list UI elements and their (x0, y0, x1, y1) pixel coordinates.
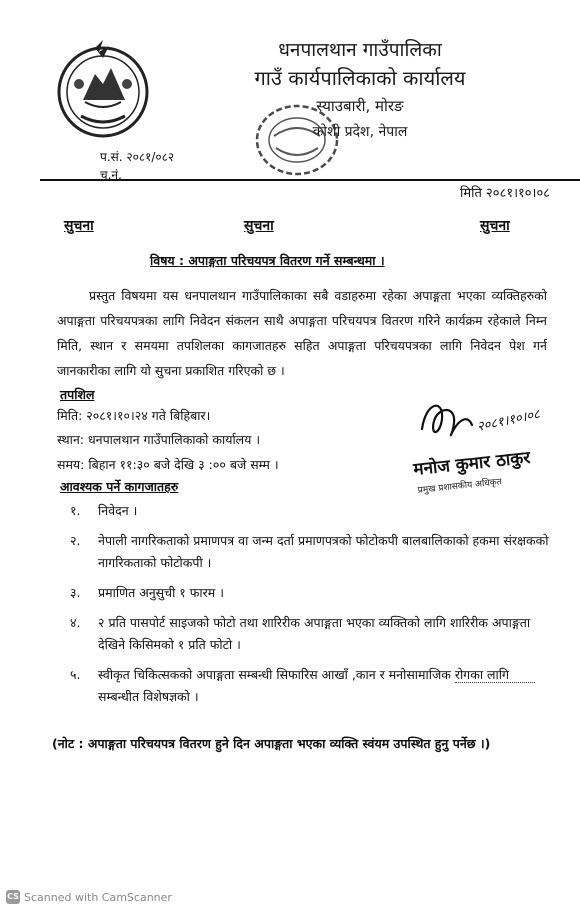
list-item-number: ४. (70, 615, 81, 630)
office-name: गाउँ कार्यपालिकाको कार्यालय (254, 66, 466, 90)
notice-label: सुचना (64, 218, 94, 234)
list-item-text: स्वीकृत चिकित्सकको अपाङ्गता सम्बन्धी सिफारिस आखाँ ,कान र मनोसामाजिक रोगका लागि सम्बन्धीत विशेषज्ञको । (98, 667, 510, 704)
notice-date: मिति २०८१।१०।०८ (460, 186, 550, 201)
footnote: (नोट : अपाङ्गता परिचयपत्र वितरण हुने दिन अपाङ्गता भएका व्यक्ति स्वंयम उपस्थित हुनु पर्नेछ ।) (52, 736, 491, 751)
list-item-text: निवेदन । (98, 503, 138, 518)
required-docs-list (70, 500, 550, 716)
org-name: धनपालथान गाउँपालिका (278, 39, 442, 61)
signature-scribble (422, 406, 472, 436)
list-item (70, 500, 550, 522)
list-item-number: ५. (70, 667, 81, 682)
office-stamp-icon (252, 100, 342, 180)
body-paragraph: प्रस्तुत विषयमा यस धनपालथान गाउँपालिकाका सबै वडाहरुमा रहेका अपाङ्गता भएका व्यक्तिहरुको अपाङ्गता परिचयपत्रका लागि निवेदन संकलन साथै अपाङ्गता परिचयपत्र वितरण गरिने कार्यक्रम रहेकाले निम्न मिति, स्थान र समयमा तपशिलका कागजातहरु सहित अपाङ्गता परिचयपत्रका लागि निवेदन पेश गर्न जानकारीका लागि यो सुचना प्रकाशित गरिएको छ । (57, 288, 547, 378)
header-divider (40, 179, 580, 181)
list-item-text: प्रमाणित अनुसुची १ फारम । (98, 585, 224, 600)
list-item-text: २ प्रति पासपोर्ट साइजको फोटो तथा शारिरीक अपाङ्गता भएका व्यक्तिको लागि शारिरीक अपाङ्गता देखिने किसिमको १ प्रति फोटो । (98, 615, 531, 652)
office-location: स्याउबारी, मोरङ (316, 97, 404, 115)
notice-label: सुचना (244, 218, 274, 234)
signature-block (408, 385, 570, 497)
camscanner-watermark (6, 890, 172, 904)
nepal-emblem-icon (55, 40, 151, 140)
signatory-title: प्रमुख प्रशासकीय अधिकृत (417, 477, 503, 496)
signatory-name: मनोज कुमार ठाकुर (412, 447, 532, 480)
watermark-text: Scanned with CamScanner (24, 890, 172, 904)
list-item-text: नेपाली नागरिकताको प्रमाणपत्र वा जन्म दर्ता प्रमाणपत्रको फोटोकपी बालबालिकाको हकमा संरक्षकको नागरिकताको फोटोकपी । (98, 533, 549, 570)
required-docs-heading: आवश्यक पर्ने कागजातहरु (60, 479, 179, 494)
fiscal-year: प.सं. २०८१/०८२ (100, 150, 175, 164)
signature-dotted-line (455, 682, 535, 683)
subject-line: विषय : अपाङ्गता परिचयपत्र वितरण गर्ने सम्बन्धमा । (150, 253, 385, 268)
signature-date: २०८१।१०।०८ (475, 406, 542, 435)
event-time: समय: बिहान ११:३० बजे देखि ३ :०० बजे सम्म । (57, 457, 279, 472)
list-item (70, 664, 550, 708)
province-name: कोशी प्रदेश, नेपाल (312, 124, 408, 140)
camscanner-icon: CS (6, 890, 20, 904)
list-item (70, 530, 550, 574)
dispatch-number: च.नं. (100, 168, 122, 182)
list-item (70, 582, 550, 604)
notice-label: सुचना (480, 218, 510, 234)
event-place: स्थान: धनपालथान गाउँपालिकाको कार्यालय । (57, 432, 261, 447)
list-item-number: २. (70, 533, 81, 548)
list-item-number: ३. (70, 585, 81, 600)
list-item-number: १. (70, 503, 81, 518)
list-item (70, 612, 550, 656)
details-heading: तपशिल (60, 387, 95, 402)
event-date: मिति: २०८१।१०।२४ गते बिहिबार। (57, 408, 211, 423)
